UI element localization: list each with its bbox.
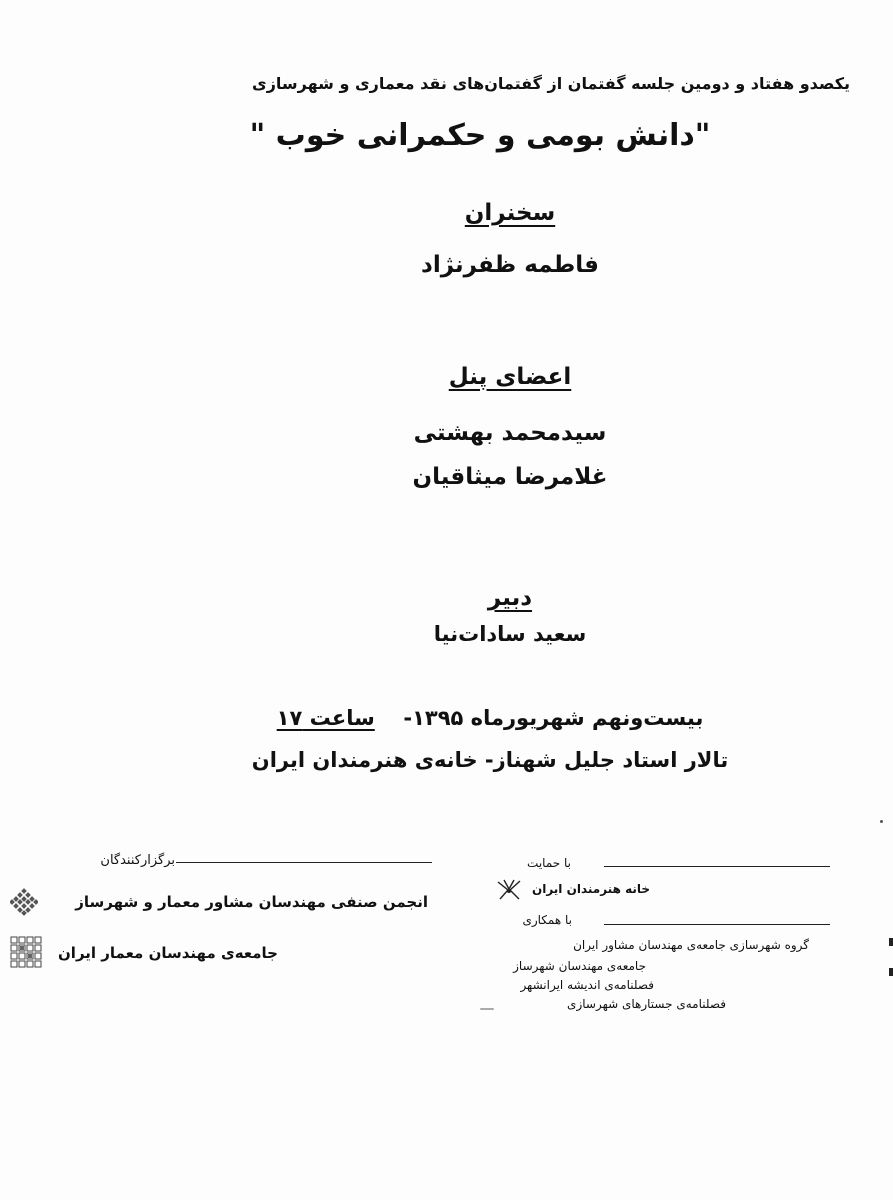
speaker-name: فاطمه ظفرنژاد xyxy=(421,252,599,278)
organizers-rule xyxy=(176,862,432,863)
event-title: "دانش بومی و حکمرانی خوب " xyxy=(249,118,711,153)
cooperation-item: فصلنامه‌ی اندیشه ایرانشهر xyxy=(520,978,654,992)
scan-speck xyxy=(480,1008,494,1010)
edge-mark xyxy=(889,938,893,946)
organizer-item: انجمن صنفی مهندسان مشاور معمار و شهرساز xyxy=(75,893,428,911)
series-line: یکصدو هفتاد و دومین جلسه گفتمان از گفتمان‌های نقد معماری و شهرسازی xyxy=(252,74,850,93)
panel-heading: اعضای پنل xyxy=(448,364,572,390)
event-date-time xyxy=(180,706,800,730)
cooperation-rule xyxy=(604,924,830,925)
support-heading: با حمایت xyxy=(527,856,571,870)
moderator-heading: دبیر xyxy=(487,585,533,611)
support-rule xyxy=(604,866,830,867)
support-item: خانه هنرمندان ایران xyxy=(531,882,650,896)
panel-member: غلامرضا میثاقیان xyxy=(412,464,608,490)
cooperation-item: گروه شهرسازی جامعه‌ی مهندسان مشاور ایران xyxy=(573,938,809,952)
event-date: بیست‌ونهم شهریورماه ۱۳۹۵- xyxy=(403,706,704,730)
organizers-heading: برگزارکنندگان xyxy=(100,853,175,868)
cooperation-heading: با همکاری xyxy=(522,913,572,927)
engineers-association-logo xyxy=(10,888,38,916)
artists-house-logo xyxy=(496,878,522,902)
cooperation-item: جامعه‌ی مهندسان شهرساز xyxy=(513,959,646,973)
event-time: ساعت ۱۷ xyxy=(276,706,375,730)
scan-speck xyxy=(880,820,883,823)
cooperation-item: فصلنامه‌ی جستارهای شهرسازی xyxy=(567,997,726,1011)
edge-mark xyxy=(889,968,893,976)
architects-society-logo xyxy=(10,936,46,972)
panel-member: سیدمحمد بهشتی xyxy=(413,420,607,446)
organizer-item: جامعه‌ی مهندسان معمار ایران xyxy=(58,944,278,962)
moderator-name: سعید سادات‌نیا xyxy=(433,622,587,646)
speakers-heading: سخنران xyxy=(464,200,556,226)
event-venue: تالار استاد جلیل شهناز- خانه‌ی هنرمندان ایران xyxy=(251,748,729,772)
